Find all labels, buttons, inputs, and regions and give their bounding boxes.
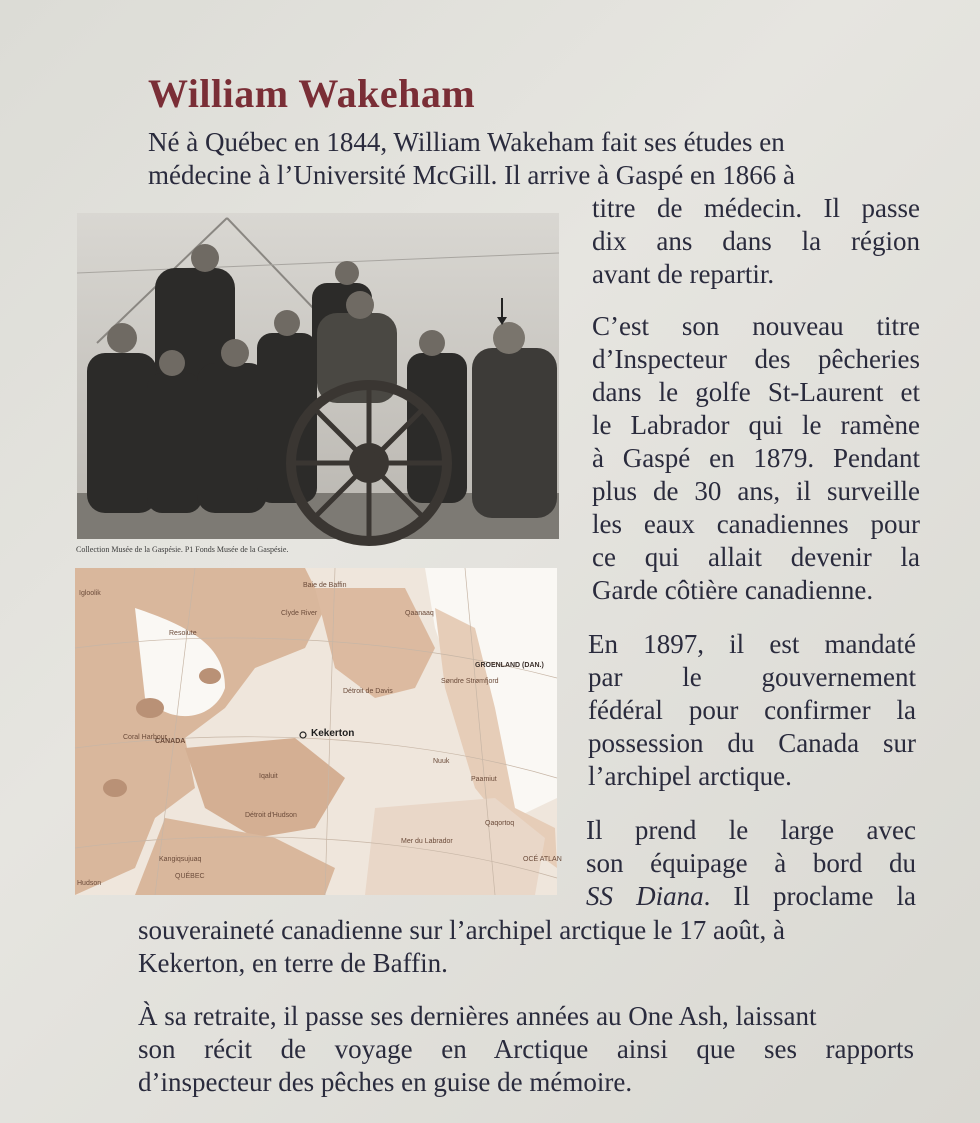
arctic-map [75,568,562,895]
map-label: Détroit de Davis [343,688,393,695]
map-label: GROENLAND (DAN.) [475,662,544,669]
map-label: Qaqortoq [485,820,515,827]
text-line: dans le golfe St-Laurent et [592,377,920,407]
text-line: d’Inspecteur des pêcheries [592,344,920,374]
map-label: Détroit d'Hudson [245,812,297,819]
text-line: à Gaspé en 1879. Pendant [592,443,920,473]
text-line: avant de repartir. [592,259,775,289]
text-line: ce qui allait devenir la [592,542,920,572]
text-line: Il prend le large avec [586,815,916,845]
map-label: OCÉ ATLAN [523,856,562,863]
text-line: son récit de voyage en Arctique ainsi que ses rapports [138,1034,914,1064]
text-line-ship [586,880,916,913]
ship-name: SS Diana [586,881,704,911]
map-label: Coral Harbour [123,734,167,741]
map-label: Baie de Baffin [303,582,347,589]
text-line: médecine à l’Université McGill. Il arrive à Gaspé en 1866 à [148,160,795,190]
text-line: Garde côtière canadienne. [592,575,874,605]
map-label: Qaanaaq [405,610,434,617]
panel-title: William Wakeham [148,71,476,116]
map-label: Iqaluit [259,773,278,780]
map-label: Resolute [169,630,197,637]
map-label: Søndre Strømfjord [441,678,499,685]
map-label: Mer du Labrador [401,838,453,845]
paragraph-voyage [586,814,916,913]
map-label: Kangiqsujuaq [159,856,202,863]
text-line: d’inspecteur des pêches en guise de mémoire. [138,1067,633,1097]
text-line: l’archipel arctique. [588,761,792,791]
map-label: Clyde River [281,610,318,617]
text-line: les eaux canadiennes pour [592,509,920,539]
text-line: son équipage à bord du [586,848,916,878]
text-line: À sa retraite, il passe ses dernières années au One Ash, laissant [138,1001,817,1031]
crew-photograph [77,213,559,539]
paragraph-intro [148,126,920,192]
paragraph-inspector [592,310,920,607]
text-line: fédéral pour confirmer la [588,695,916,725]
text-line: le Labrador qui le ramène [592,410,920,440]
text-line: Kekerton, en terre de Baffin. [138,948,448,978]
map-label: Hudson [77,880,102,887]
map-label-kekerton: Kekerton [311,728,355,739]
text-line: souveraineté canadienne sur l’archipel arctique le 17 août, à [138,915,785,945]
map-label: Nuuk [433,758,450,765]
map-label: Paamiut [471,776,497,783]
text-line: En 1897, il est mandaté [588,629,916,659]
text-line: dix ans dans la région [592,226,920,256]
photo-caption: Collection Musée de la Gaspésie. P1 Fonds Musée de la Gaspésie. [76,545,289,554]
text-fragment: . Il proclame la [703,881,916,911]
map-label: QUÉBEC [175,873,205,880]
text-line: par le gouvernement [588,662,916,692]
text-line: Né à Québec en 1844, William Wakeham fait ses études en [148,127,785,157]
crew-photo-drawing [77,213,559,539]
text-line: possession du Canada sur [588,728,916,758]
paragraph-voyage-cont [138,914,916,980]
text-line: plus de 30 ans, il surveille [592,476,920,506]
text-line: titre de médecin. Il passe [592,193,920,223]
paragraph-retirement [138,1000,914,1099]
paragraph-intro-cont [592,192,920,291]
map-label: CANADA [155,738,186,745]
text-line: C’est son nouveau titre [592,311,920,341]
paragraph-mandate [588,628,916,793]
map-label: Igloolik [79,590,101,597]
